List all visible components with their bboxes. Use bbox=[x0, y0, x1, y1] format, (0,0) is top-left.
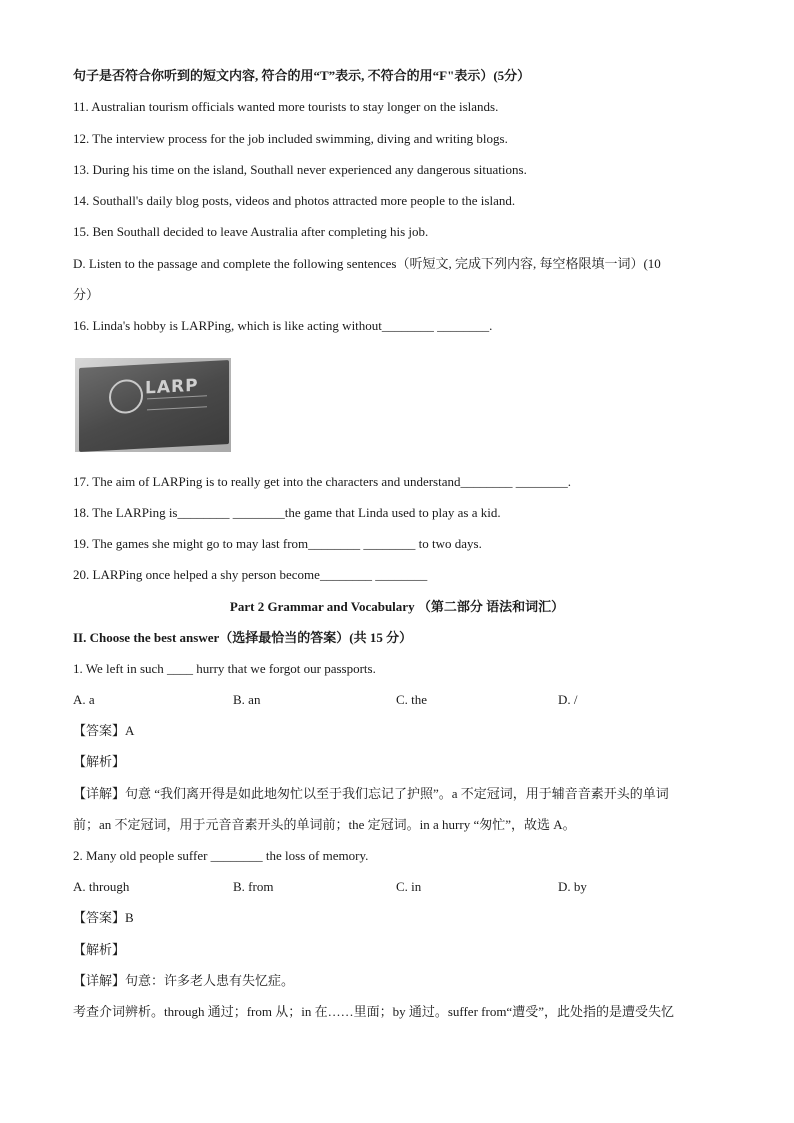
q1-analysis: 【解析】 bbox=[73, 754, 126, 769]
q1-stem: 1. We left in such ____ hurry that we forgot our passports. bbox=[73, 661, 376, 676]
section-2-title: II. Choose the best answer（选择最恰当的答案）(共 15 分） bbox=[73, 630, 413, 645]
part2-title: Part 2 Grammar and Vocabulary （第二部分 语法和词汇） bbox=[229, 599, 565, 614]
tf-instruction: 句子是否符合你听到的短文内容, 符合的用“T”表示, 不符合的用“F"表示）(5分） bbox=[73, 68, 531, 83]
q2-option-d: D. by bbox=[558, 879, 587, 894]
q1-answer: 【答案】A bbox=[73, 723, 135, 738]
q2-detail-1: 【详解】句意：许多老人患有失忆症。 bbox=[73, 973, 295, 988]
section-d-instruction-cont: 分） bbox=[73, 287, 100, 302]
q2-answer: 【答案】B bbox=[73, 910, 134, 925]
business-card bbox=[79, 360, 229, 452]
card-logo-text: LARP bbox=[145, 375, 199, 399]
question-12: 12. The interview process for the job included swimming, diving and writing blogs. bbox=[73, 131, 508, 146]
question-19: 19. The games she might go to may last from________ ________ to two days. bbox=[73, 536, 482, 551]
q1-option-d: D. / bbox=[558, 692, 578, 707]
q2-option-c: C. in bbox=[396, 879, 422, 894]
question-16: 16. Linda's hobby is LARPing, which is like acting without________ ________. bbox=[73, 318, 493, 333]
q1-detail-1: 【详解】句意 “我们离开得是如此地匆忙以至于我们忘记了护照”。a 不定冠词，用于辅音音素开头的单词 bbox=[73, 786, 669, 801]
q1-option-a: A. a bbox=[73, 692, 95, 707]
question-15: 15. Ben Southall decided to leave Australia after completing his job. bbox=[73, 224, 429, 239]
question-17: 17. The aim of LARPing is to really get into the characters and understand________ ________. bbox=[73, 474, 571, 489]
question-20: 20. LARPing once helped a shy person become________ ________ bbox=[73, 567, 428, 582]
larp-card-photo bbox=[75, 358, 231, 452]
q2-option-a: A. through bbox=[73, 879, 130, 894]
question-18: 18. The LARPing is________ ________the game that Linda used to play as a kid. bbox=[73, 505, 501, 520]
card-subtext-lines bbox=[147, 395, 207, 410]
q2-detail-2: 考查介词辨析。through 通过；from 从；in 在……里面；by 通过。suffer from“遭受”，此处指的是遭受失忆 bbox=[73, 1004, 674, 1019]
q1-option-b: B. an bbox=[233, 692, 261, 707]
section-d-instruction: D. Listen to the passage and complete the following sentences（听短文, 完成下列内容, 每空格限填一词）(10 bbox=[73, 256, 661, 271]
q1-option-c: C. the bbox=[396, 692, 428, 707]
question-13: 13. During his time on the island, Southall never experienced any dangerous situations. bbox=[73, 162, 527, 177]
question-14: 14. Southall's daily blog posts, videos and photos attracted more people to the island. bbox=[73, 193, 516, 208]
q1-detail-2: 前；an 不定冠词，用于元音音素开头的单词前；the 定冠词。in a hurry “匆忙”，故选 A。 bbox=[73, 817, 576, 832]
question-11: 11. Australian tourism officials wanted more tourists to stay longer on the islands. bbox=[73, 99, 499, 114]
q2-analysis: 【解析】 bbox=[73, 942, 126, 957]
q2-option-b: B. from bbox=[233, 879, 274, 894]
larp-logo-icon bbox=[109, 379, 143, 415]
q2-stem: 2. Many old people suffer ________ the loss of memory. bbox=[73, 848, 369, 863]
